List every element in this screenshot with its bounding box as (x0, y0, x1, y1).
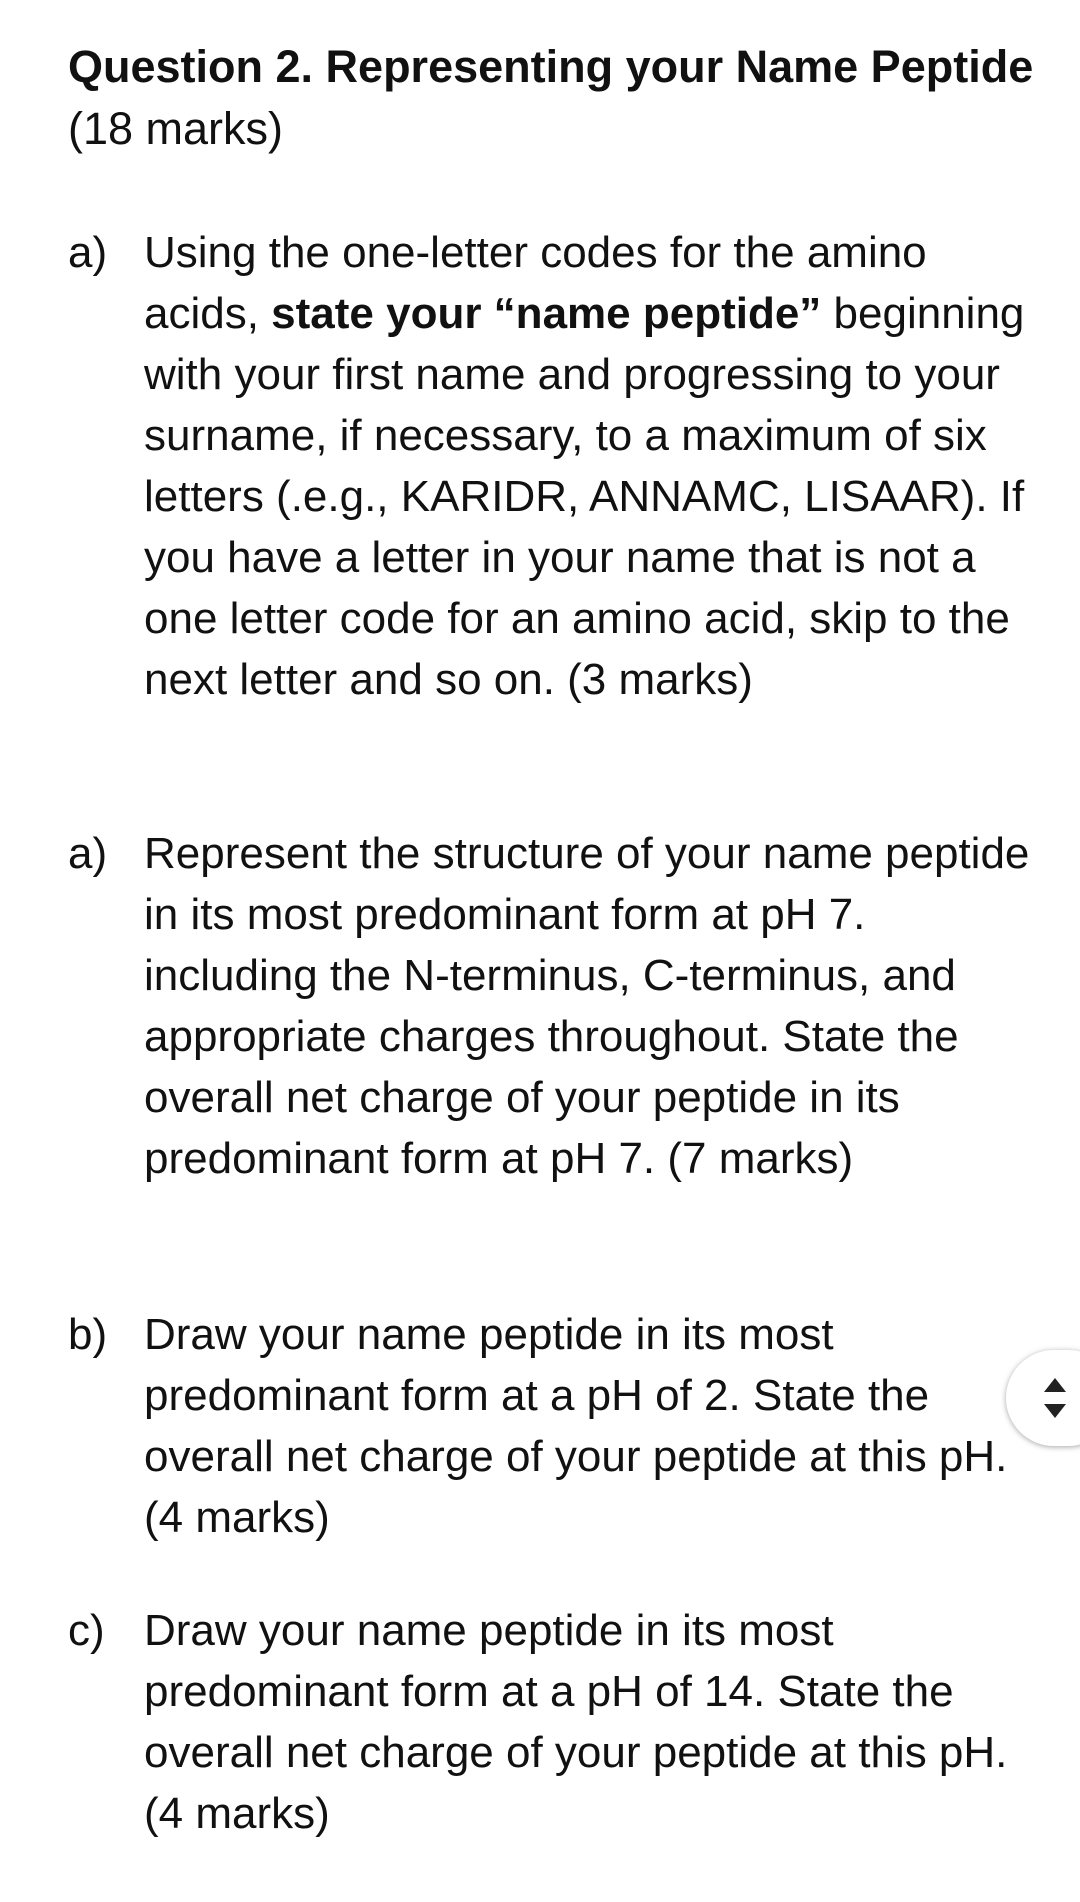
part-label: c) (68, 1606, 105, 1655)
part-text: Draw your name peptide in its most predominant form at a pH of 14. State the overall net charge of your peptide at this pH. (4 marks) (144, 1606, 1008, 1838)
question-title: Question 2. Representing your Name Peptide (68, 41, 1034, 92)
part-text: Draw your name peptide in its most predominant form at a pH of 2. State the overall net charge of your peptide at this pH. (4 marks) (144, 1310, 1008, 1542)
part-text-intro: Using the one-letter codes for the amino acids, (144, 228, 927, 338)
question-heading (68, 36, 1048, 160)
part-label: a) (68, 829, 108, 878)
part-text: Represent the structure of your name peptide in its most predominant form at pH 7. including the N-terminus, C-terminus, and appropriate charges throughout. State the overall net charge of your peptide in its predominant form at pH 7. (7 marks) (144, 829, 1030, 1183)
up-down-arrows-icon (1042, 1376, 1068, 1420)
part-text-rest: beginning with your first name and progressing to your surname, if necessary, to a maximum of six letters (.e.g., KARIDR, ANNAMC, LISAAR). If you have a letter in your name that is not a one letter code for an amino acid, skip to the next letter and so on. (3 marks) (144, 289, 1025, 704)
part-label: b) (68, 1310, 108, 1359)
part-text (144, 222, 1034, 710)
part-text-emphasis: state your “name peptide” (271, 289, 822, 338)
question-total-marks: (18 marks) (68, 103, 284, 154)
part-label: a) (68, 228, 108, 277)
